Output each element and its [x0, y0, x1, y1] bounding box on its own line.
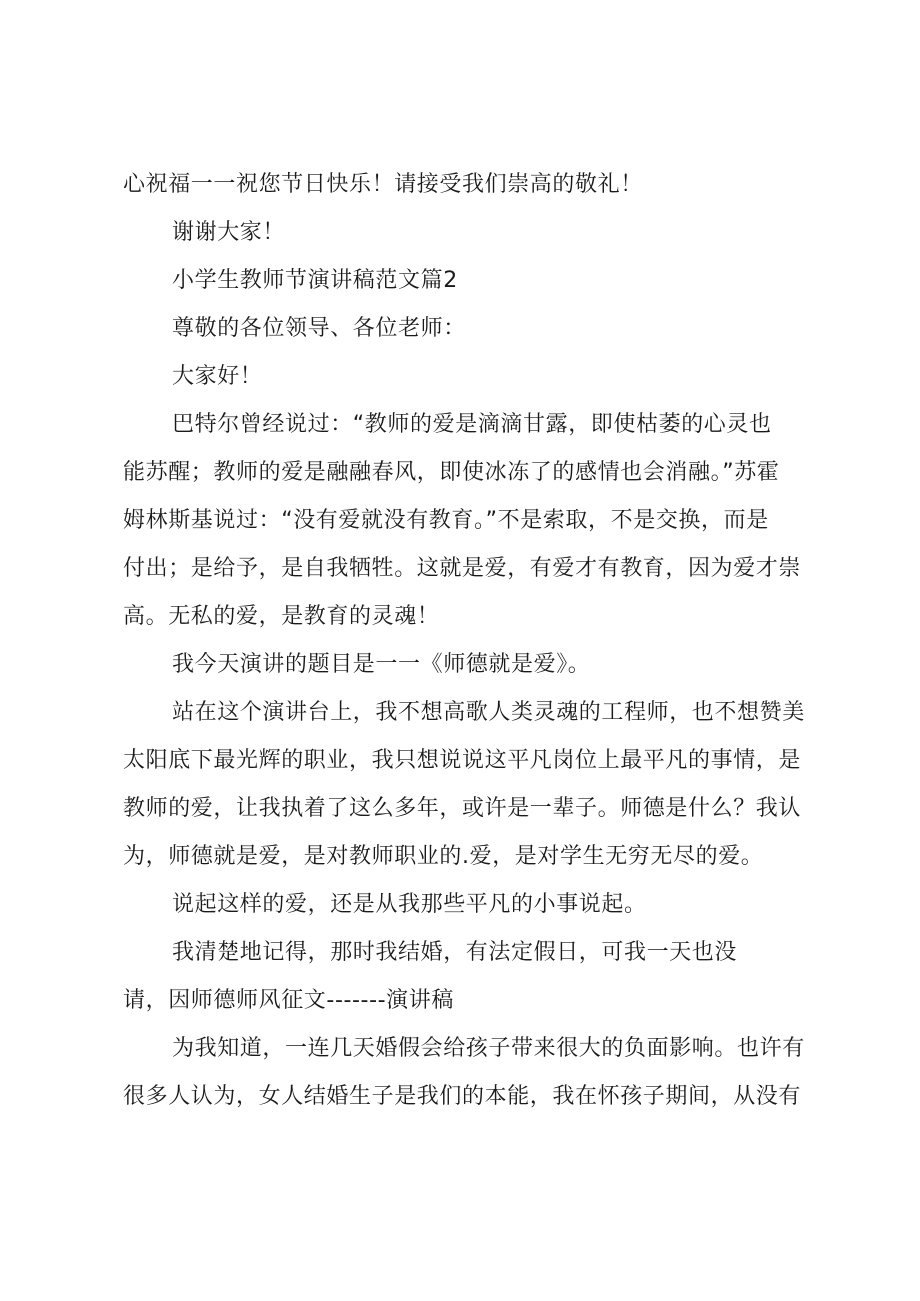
text-line: 教师的爱，让我执着了这么多年，或许是一辈子。师德是什么？我认: [123, 796, 802, 821]
text-line: 巴特尔曾经说过：“教师的爱是滴滴甘露，即使枯萎的心灵也: [172, 412, 772, 437]
text-line: 很多人认为，女人结婚生子是我们的本能，我在怀孩子期间，从没有: [123, 1084, 802, 1109]
text-line: 为，师德就是爱，是对教师职业的.爱，是对学生无穷无尽的爱。: [123, 844, 764, 869]
text-line: 我清楚地记得，那时我结婚，有法定假日，可我一天也没: [172, 940, 738, 965]
text-line: 大家好！: [172, 364, 263, 389]
text-line: 心祝福一一祝您节日快乐！请接受我们崇高的敬礼！: [123, 172, 643, 197]
text-line: 为我知道，一连几天婚假会给孩子带来很大的负面影响。也许有: [172, 1036, 805, 1061]
text-line: 能苏醒；教师的爱是融融春风，即使冰冻了的感情也会消融。”苏霍: [123, 460, 780, 485]
text-line: 说起这样的爱，还是从我那些平凡的小事说起。: [172, 892, 647, 917]
text-line: 谢谢大家！: [172, 220, 286, 245]
text-line: 高。无私的爱，是教育的灵魂！: [123, 604, 440, 629]
text-line: 我今天演讲的题目是一一《师德就是爱》。: [172, 652, 591, 677]
text-line: 尊敬的各位领导、各位老师：: [172, 316, 466, 341]
section-heading: 小学生教师节演讲稿范文篇2: [172, 268, 458, 293]
text-line: 太阳底下最光辉的职业，我只想说说这平凡岗位上最平凡的事情，是: [123, 748, 802, 773]
text-line: 姆林斯基说过：“没有爱就没有教育。”不是索取，不是交换，而是: [123, 508, 769, 533]
text-line: 站在这个演讲台上，我不想高歌人类灵魂的工程师，也不想赞美: [172, 700, 805, 725]
text-line: 请，因师德师风征文-------演讲稿: [123, 988, 454, 1013]
text-line: 付出；是给予，是自我牺牲。这就是爱，有爱才有教育，因为爱才崇: [123, 556, 802, 581]
